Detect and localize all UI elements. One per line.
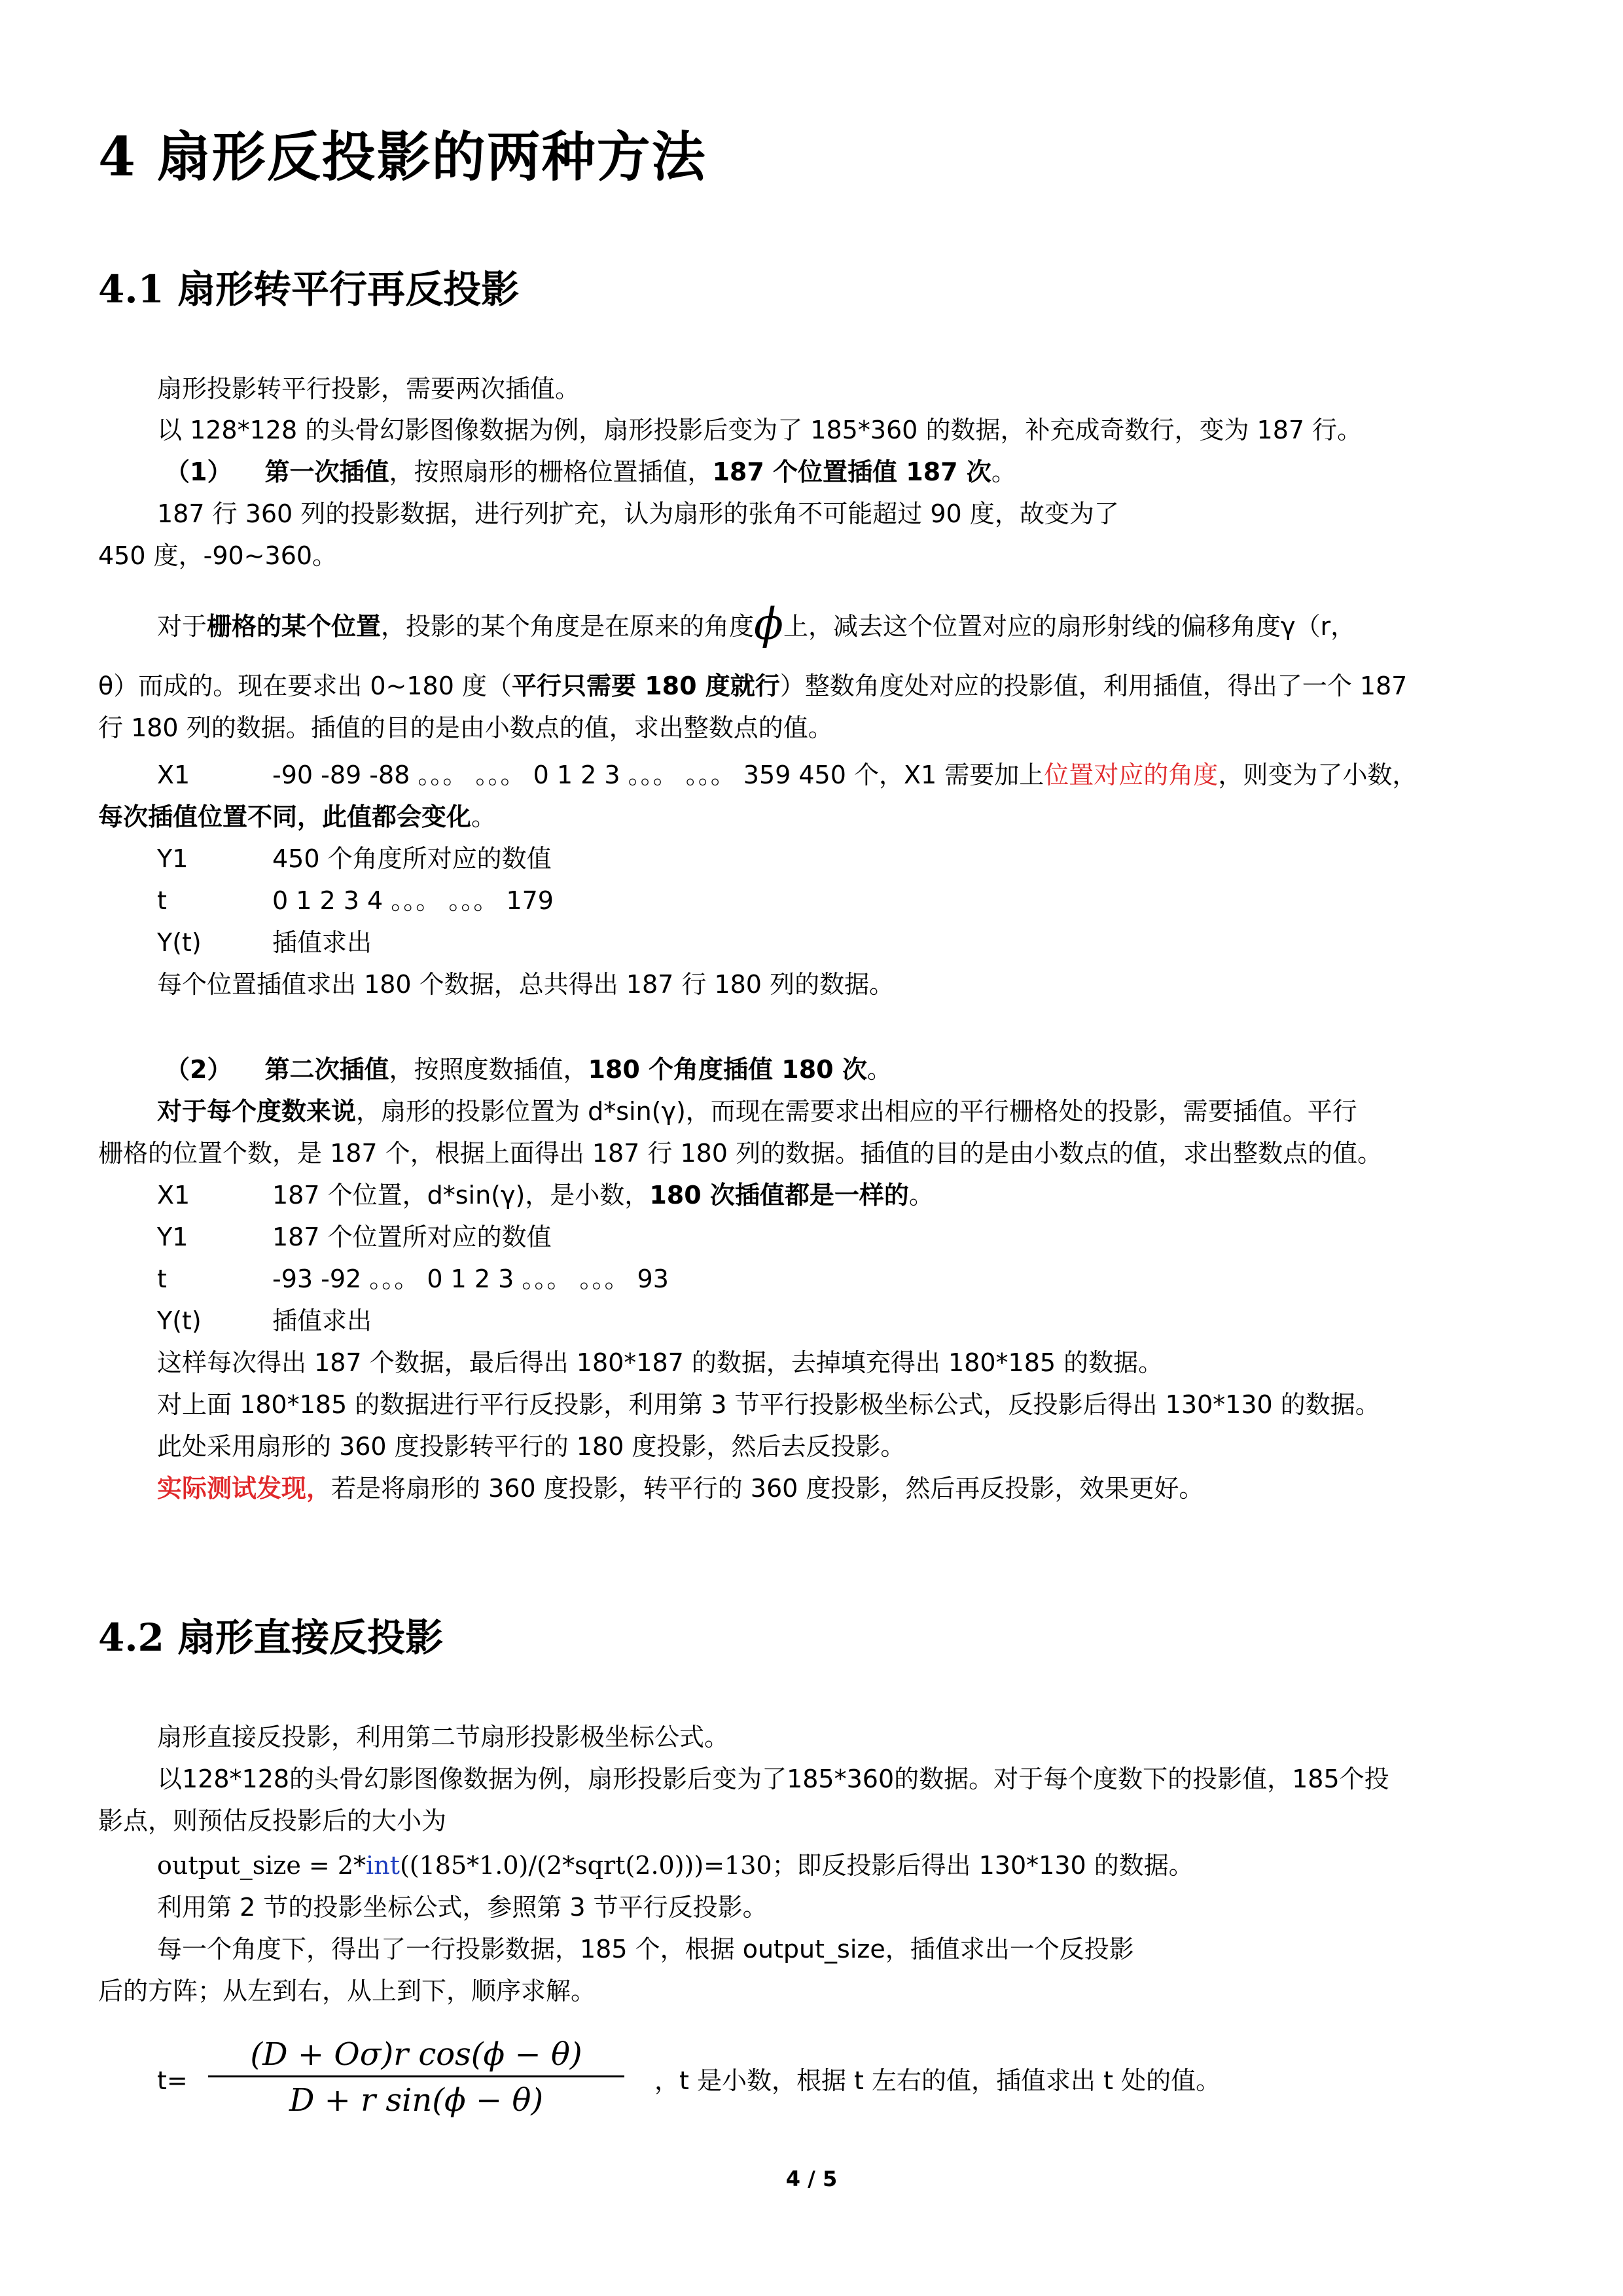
text: ，扇形的投影位置为 d*sin(γ)，而现在需要求出相应的平行栅格处的投影，需要插值。平行 [356,1097,1357,1126]
row-label: t [157,886,167,915]
bold-text: 每次插值位置不同，此值都会变化 [98,802,472,831]
yt-row [157,1305,372,1336]
code-text: output_size = 2* [157,1851,366,1880]
text: -93 -92 。。。 0 1 2 3 。。。 。。。 93 [272,1265,669,1293]
formula-denominator: D + r sin(ϕ − θ) [289,2082,544,2119]
text: -90 -89 -88 。。。 。。。 0 1 2 3 。。。 。。。 359 450 个，X1 需要加上 [272,761,1044,789]
row-label: X1 [157,761,190,789]
formula-explanation: ，t 是小数，根据 t 左右的值，插值求出 t 处的值。 [654,2066,1221,2095]
bold-text: 第二次插值 [264,1055,389,1084]
paragraph: 以128*128的头骨幻影图像数据为例，扇形投影后变为了185*360的数据。对于每个度数下的投影值，185个投 [157,1765,1389,1793]
highlight-text: 位置对应的角度 [1044,761,1219,789]
paragraph: 这样每次得出 187 个数据，最后得出 180*187 的数据，去掉填充得出 180*185 的数据。 [157,1348,1164,1377]
bold-text: 对于每个度数来说 [157,1097,357,1126]
step-label: （1） [165,457,232,486]
fraction-bar [208,2075,624,2077]
text: 。 [991,457,1016,486]
text: 187 个位置所对应的数值 [272,1223,552,1251]
bold-text: 180 次插值都是一样的 [649,1181,909,1210]
paragraph: 扇形直接反投影，利用第二节扇形投影极坐标公式。 [157,1723,730,1751]
paragraph-test-finding [157,1473,1204,1504]
paragraph: 利用第 2 节的投影坐标公式，参照第 3 节平行反投影。 [157,1893,768,1922]
x1-note [98,801,496,833]
x1-row [157,1179,934,1211]
paragraph: 187 行 360 列的投影数据，进行列扩充，认为扇形的张角不可能超过 90 度，故变为了 [157,499,1119,528]
formula-t [157,2032,1221,2124]
t-row [157,1263,669,1295]
code-text: ((185*1.0)/(2*sqrt(2.0)))=130 [399,1851,772,1880]
y1-row [157,1221,552,1253]
row-label: Y(t) [157,1306,202,1335]
paragraph: 每个位置插值求出 180 个数据，总共得出 187 行 180 列的数据。 [157,970,895,999]
paragraph-continued [98,670,1407,702]
bold-text: 180 个角度插值 180 次 [588,1055,867,1084]
paragraph: 行 180 列的数据。插值的目的是由小数点的值，求出整数点的值。 [98,713,833,742]
text: ；即反投影后得出 130*130 的数据。 [772,1851,1194,1880]
bold-text: 第一次插值 [264,457,389,486]
bold-text: 187 个位置插值 187 次 [712,457,991,486]
step-2-line [165,1054,892,1085]
bold-text: 栅格的某个位置 [207,612,382,641]
paragraph-grid-position [157,599,1356,649]
page-number: 4 / 5 [785,2166,838,2191]
text: 若是将扇形的 360 度投影，转平行的 360 度投影，然后再反投影，效果更好。 [331,1474,1204,1503]
paragraph: 扇形投影转平行投影，需要两次插值。 [157,374,580,403]
text: 对于 [157,612,207,641]
paragraph: 以 128*128 的头骨幻影图像数据为例，扇形投影后变为了 185*360 的数据，补充成奇数行，变为 187 行。 [157,416,1363,444]
text: 0 1 2 3 4 。。。 。。。 179 [272,886,554,915]
paragraph: 每一个角度下，得出了一行投影数据，185 个，根据 output_size，插值求出一个反投影 [157,1935,1134,1964]
phi-symbol: ϕ [754,599,784,649]
paragraph: 影点，则预估反投影后的大小为 [98,1806,447,1835]
formula-lhs: t= [157,2066,188,2095]
y1-row [157,843,552,874]
section-4-1-heading: 4.1 扇形转平行再反投影 [98,267,520,312]
section-4-2-heading: 4.2 扇形直接反投影 [98,1615,444,1660]
text: 450 个角度所对应的数值 [272,844,552,873]
text: 插值求出 [272,1306,372,1335]
text: θ）而成的。现在要求出 0~180 度（ [98,672,512,700]
row-label: t [157,1265,167,1293]
text: 。 [866,1055,892,1084]
row-label: Y(t) [157,928,202,957]
row-label: X1 [157,1181,190,1210]
formula-numerator: (D + Oσ)r cos(ϕ − θ) [250,2036,582,2073]
yt-row [157,927,372,958]
text: 。 [471,802,497,831]
text: ）整数角度处对应的投影值，利用插值，得出了一个 187 [779,672,1408,700]
step-label: （2） [165,1055,232,1084]
text: ，则变为了小数， [1218,761,1418,789]
row-label: Y1 [157,1223,188,1251]
text: 187 个位置，d*sin(γ)，是小数， [272,1181,650,1210]
chapter-title: 4 扇形反投影的两种方法 [98,126,707,188]
paragraph: 对上面 180*185 的数据进行平行反投影，利用第 3 节平行投影极坐标公式，反投影后得出 130*130 的数据。 [157,1390,1380,1419]
paragraph-per-degree [157,1096,1357,1127]
code-line [157,1850,1194,1881]
paragraph: 此处采用扇形的 360 度投影转平行的 180 度投影，然后去反投影。 [157,1432,906,1461]
paragraph: 后的方阵；从左到右，从上到下，顺序求解。 [98,1977,596,2005]
row-label: Y1 [157,844,188,873]
bold-text: 平行只需要 180 度就行 [511,672,780,700]
t-row [157,885,554,916]
paragraph: 450 度，-90~360。 [98,541,338,570]
text: ，按照扇形的栅格位置插值， [389,457,713,486]
highlight-text: 实际测试发现， [157,1474,332,1503]
text: ，投影的某个角度是在原来的角度 [381,612,755,641]
paragraph: 栅格的位置个数，是 187 个，根据上面得出 187 行 180 列的数据。插值的目的是由小数点的值，求出整数点的值。 [98,1139,1383,1168]
code-keyword: int [366,1851,400,1880]
text: ，按照度数插值， [389,1055,588,1084]
text: 插值求出 [272,928,372,957]
x1-row [157,759,1417,791]
step-1-line [165,456,1016,488]
text: 上，减去这个位置对应的扇形射线的偏移角度γ（r， [783,612,1356,641]
text: 。 [908,1181,934,1210]
